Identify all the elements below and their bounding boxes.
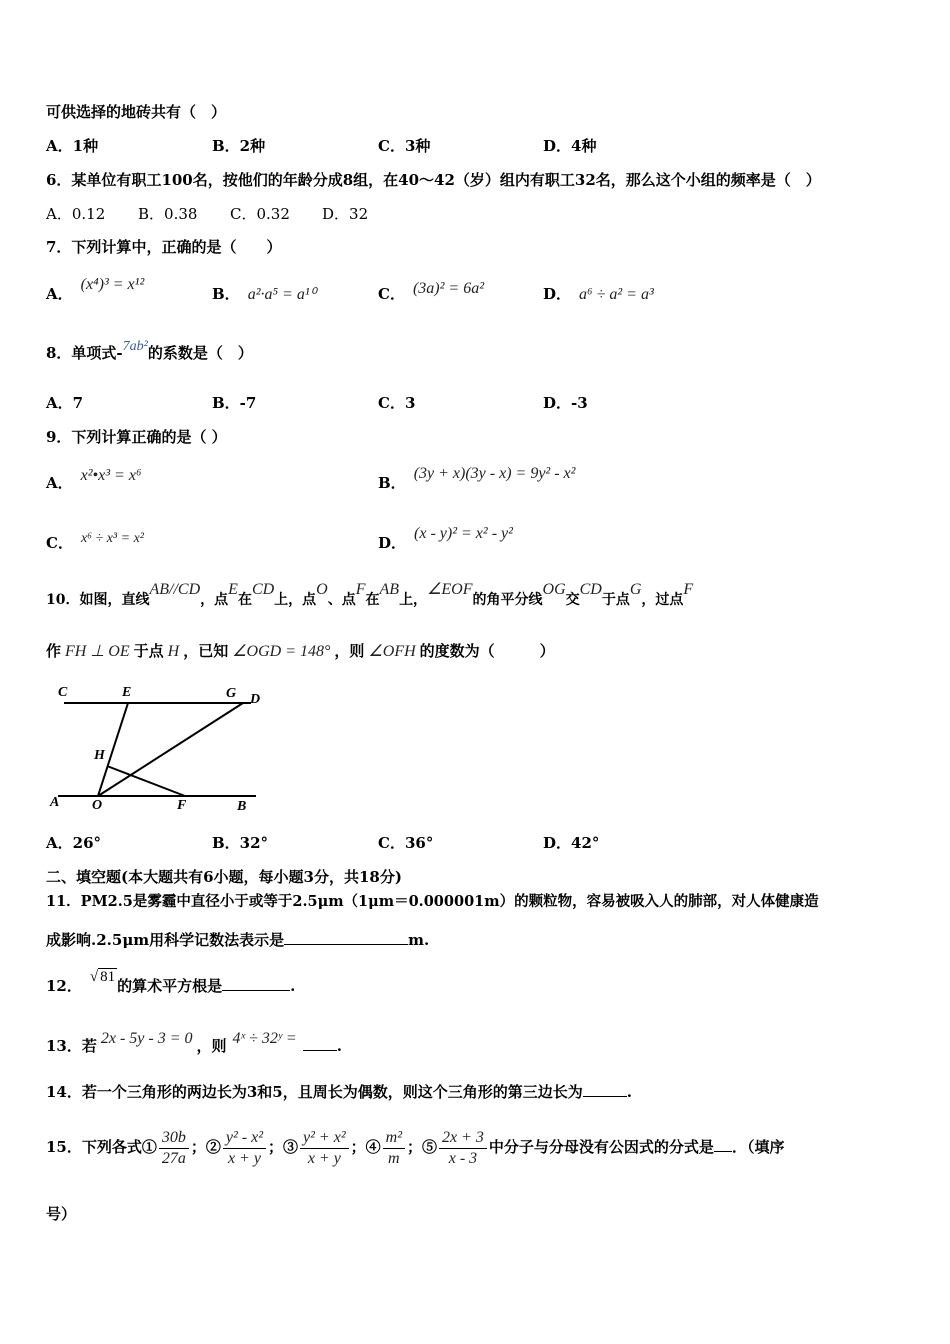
q8-option-b: B．-7 — [212, 394, 257, 412]
q14-stem — [46, 1082, 632, 1102]
option-label: B． — [212, 285, 240, 303]
math: G — [629, 581, 642, 598]
math: ∠OFH — [368, 643, 416, 660]
label-f: F — [177, 798, 187, 813]
q9-option-a — [46, 467, 142, 494]
q7-option-d — [543, 284, 654, 305]
math: CD — [251, 581, 275, 598]
text: 交 — [565, 592, 580, 608]
option-label: D． — [378, 534, 407, 552]
math: 4ˣ ÷ 32ʸ = — [232, 1030, 297, 1047]
label-e: E — [122, 685, 132, 700]
numerator: 2x + 3 — [439, 1128, 487, 1149]
option-c: C．3种 — [378, 137, 431, 155]
math: FH ⊥ OE — [65, 643, 130, 660]
q10-option-a: A．26° — [46, 834, 102, 852]
text: ，则 — [334, 642, 365, 660]
text: 在 — [365, 592, 380, 608]
segment-fh — [107, 766, 185, 796]
q8-expression: 7ab² — [122, 339, 148, 354]
q8-option-a: A．7 — [46, 394, 84, 412]
option-b: B．2种 — [212, 137, 266, 155]
q6-option-a: A．0.12 — [46, 205, 106, 223]
math: H — [167, 643, 180, 660]
q8-stem — [46, 339, 253, 365]
q9-option-d — [378, 525, 513, 554]
math: ∠OGD = 148° — [232, 643, 331, 660]
text: 13．若 — [46, 1037, 97, 1055]
q8-stem-post: 的系数是（ ） — [147, 344, 253, 362]
q7-option-c — [378, 280, 484, 305]
text: 作 — [46, 642, 62, 660]
math: E — [228, 581, 238, 598]
answer-blank[interactable] — [303, 1050, 337, 1051]
q6-option-b: B．0.38 — [138, 205, 198, 223]
q8-option-c: C．3 — [378, 394, 416, 412]
text: 上，点 — [274, 592, 317, 608]
label-a: A — [50, 795, 60, 810]
fraction-3 — [300, 1128, 349, 1169]
q9-option-c — [46, 533, 144, 555]
option-label: C． — [378, 285, 405, 303]
radicand: 81 — [100, 969, 116, 985]
q10-option-b: B．32° — [212, 834, 269, 852]
numerator: m² — [383, 1128, 405, 1149]
q10-stem-line1 — [46, 581, 694, 610]
text: 的算术平方根是 — [117, 977, 223, 995]
option-label: C． — [46, 534, 73, 552]
q8-option-d: D．-3 — [543, 394, 588, 412]
denominator: x + y — [227, 1149, 261, 1167]
text: ，则 — [196, 1037, 227, 1055]
text: 10．如图，直线 — [46, 592, 150, 608]
label-b: B — [237, 799, 247, 814]
text: . — [626, 1083, 632, 1101]
geometry-figure — [46, 680, 276, 820]
option-label: A． — [46, 474, 73, 492]
q6-option-d: D．32 — [322, 205, 369, 223]
q15-stem — [46, 1122, 784, 1172]
q11-stem-line2 — [46, 930, 429, 950]
label-c: C — [58, 685, 68, 700]
text: 成影响.2.5μm用科学记数法表示是 — [46, 931, 285, 949]
q9-stem: 9．下列计算正确的是（ ） — [46, 428, 227, 446]
text: ，过点 — [641, 592, 684, 608]
text: 上， — [399, 592, 428, 608]
text: . — [336, 1037, 342, 1055]
text: 的角平分线 — [472, 592, 543, 608]
label-g: G — [226, 686, 237, 701]
fraction-1 — [159, 1128, 189, 1169]
denominator: 27a — [161, 1149, 186, 1167]
option-label: A． — [46, 285, 73, 303]
q7-option-a — [46, 276, 145, 305]
math: O — [316, 581, 328, 598]
q6-option-c: C．0.32 — [230, 205, 290, 223]
math: F — [355, 581, 366, 598]
math: 2x - 5y - 3 = 0 — [100, 1030, 193, 1047]
formula: (x⁴)³ = x¹² — [80, 276, 145, 293]
q10-option-d: D．42° — [543, 834, 600, 852]
text: ；③ — [268, 1138, 299, 1156]
label-h: H — [94, 748, 105, 763]
section-title: 二、填空题(本大题共有6小题，每小题3分，共18分) — [46, 868, 402, 886]
q10-option-c: C．36° — [378, 834, 434, 852]
option-label: B． — [378, 474, 406, 492]
formula: (3a)² = 6a² — [412, 280, 484, 297]
segment-og — [98, 703, 243, 796]
answer-blank[interactable] — [222, 990, 290, 991]
formula: a²·a⁵ = a¹⁰ — [247, 286, 317, 303]
answer-blank[interactable] — [284, 944, 408, 945]
text: ．（填序 — [731, 1138, 785, 1156]
q13-stem — [46, 1030, 342, 1057]
formula: x⁶ ÷ x³ = x² — [80, 531, 144, 546]
math: F — [683, 581, 694, 598]
q8-stem-pre: 8．单项式- — [46, 344, 123, 362]
q12-stem — [46, 969, 296, 997]
math: OG — [542, 581, 566, 598]
sqrt-expression: √ 81 — [89, 969, 116, 985]
option-a: A．1种 — [46, 137, 99, 155]
text: 于点 — [601, 592, 630, 608]
text: ；⑤ — [407, 1138, 438, 1156]
label-d: D — [250, 692, 261, 707]
fraction-4 — [383, 1128, 405, 1169]
text: 15．下列各式① — [46, 1138, 157, 1156]
text: 中分子与分母没有公因式的分式是 — [488, 1138, 714, 1156]
fraction-2 — [223, 1128, 266, 1169]
formula: (3y + x)(3y - x) = 9y² - x² — [413, 465, 576, 482]
text: 在 — [237, 592, 252, 608]
q11-stem-line1: 11．PM2.5是雾霾中直径小于或等于2.5μm（1μm＝0.000001m）的颗粒物，容易被吸入人的肺部，对人体健康造 — [46, 893, 819, 910]
q7-stem: 7．下列计算中，正确的是（ ） — [46, 238, 282, 256]
q15-stem-line2: 号） — [46, 1205, 77, 1223]
formula: x²•x³ = x⁶ — [80, 467, 142, 484]
numerator: 30b — [159, 1128, 189, 1149]
text: ；② — [190, 1138, 221, 1156]
numerator: y² - x² — [223, 1128, 266, 1149]
text: 的度数为（ ） — [419, 642, 555, 660]
math: AB//CD — [149, 581, 201, 598]
text: ，已知 — [183, 642, 229, 660]
q7-option-b — [212, 284, 316, 305]
option-d: D．4种 — [543, 137, 597, 155]
question-stem: 可供选择的地砖共有（ ） — [46, 103, 227, 121]
text: ；④ — [350, 1138, 381, 1156]
text: 、点 — [327, 592, 356, 608]
text: 14．若一个三角形的两边长为3和5，且周长为偶数，则这个三角形的第三边长为 — [46, 1083, 583, 1101]
denominator: x + y — [307, 1149, 341, 1167]
text: m. — [408, 931, 430, 949]
q10-stem-line2 — [46, 641, 555, 662]
q9-option-b — [378, 465, 576, 494]
text: 12． — [46, 977, 82, 995]
math: CD — [579, 581, 602, 598]
q6-stem: 6．某单位有职工100名，按他们的年龄分成8组，在40～42（岁）组内有职工32名，那么这个小组的频率是（ ） — [46, 171, 821, 189]
formula: a⁶ ÷ a² = a³ — [579, 286, 654, 303]
text: ，点 — [200, 592, 229, 608]
numerator: y² + x² — [300, 1128, 349, 1149]
label-o: O — [92, 798, 103, 813]
formula: (x - y)² = x² - y² — [414, 525, 513, 542]
answer-blank[interactable] — [714, 1151, 732, 1152]
denominator: m — [388, 1149, 400, 1167]
text: 于点 — [133, 642, 164, 660]
denominator: x - 3 — [448, 1149, 478, 1167]
option-label: D． — [543, 285, 572, 303]
fraction-5 — [439, 1128, 487, 1169]
math: ∠EOF — [427, 581, 473, 598]
answer-blank[interactable] — [583, 1096, 627, 1097]
math: AB — [379, 581, 400, 598]
text: . — [290, 977, 296, 995]
